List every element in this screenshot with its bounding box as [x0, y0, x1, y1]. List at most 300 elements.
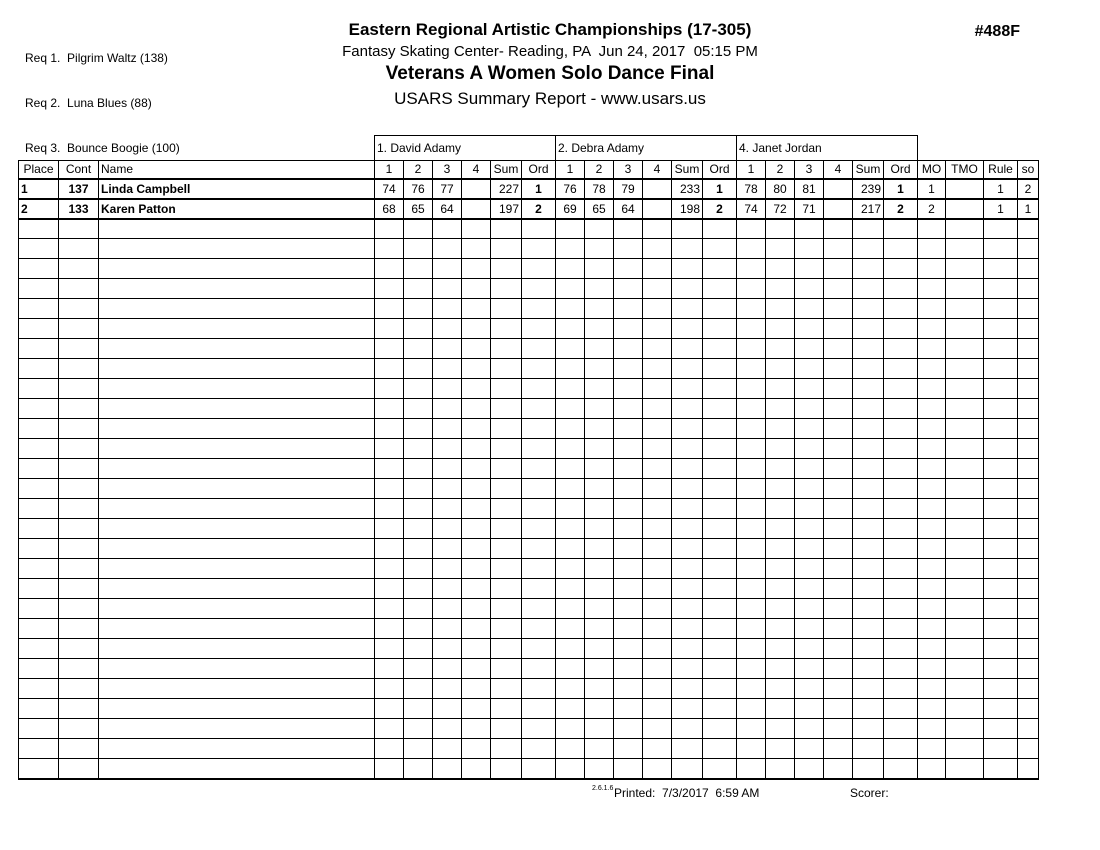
empty-cell	[59, 379, 99, 399]
judge-name-cell: 2. Debra Adamy	[556, 136, 737, 161]
empty-cell	[795, 239, 824, 259]
empty-cell	[614, 679, 643, 699]
empty-cell	[737, 339, 766, 359]
empty-cell	[795, 379, 824, 399]
empty-cell	[824, 299, 853, 319]
empty-row	[19, 239, 1039, 259]
empty-cell	[99, 559, 375, 579]
empty-cell	[703, 479, 737, 499]
empty-cell	[643, 519, 672, 539]
empty-cell	[737, 299, 766, 319]
spacer-cell	[19, 136, 375, 161]
empty-cell	[643, 219, 672, 239]
empty-cell	[556, 299, 585, 319]
empty-cell	[404, 239, 433, 259]
empty-cell	[884, 519, 918, 539]
empty-cell	[404, 679, 433, 699]
empty-cell	[522, 519, 556, 539]
empty-cell	[946, 219, 984, 239]
empty-cell	[1018, 719, 1039, 739]
empty-cell	[824, 319, 853, 339]
empty-cell	[766, 579, 795, 599]
empty-cell	[643, 499, 672, 519]
empty-cell	[614, 319, 643, 339]
empty-cell	[766, 459, 795, 479]
empty-cell	[375, 559, 404, 579]
empty-cell	[766, 439, 795, 459]
empty-cell	[99, 259, 375, 279]
empty-cell	[795, 479, 824, 499]
empty-row	[19, 699, 1039, 719]
empty-cell	[433, 319, 462, 339]
empty-cell	[737, 519, 766, 539]
empty-cell	[884, 719, 918, 739]
empty-cell	[99, 239, 375, 259]
empty-cell	[585, 719, 614, 739]
empty-cell	[462, 639, 491, 659]
empty-cell	[404, 379, 433, 399]
empty-cell	[99, 519, 375, 539]
empty-cell	[946, 659, 984, 679]
empty-cell	[1018, 639, 1039, 659]
mark-cell: 72	[766, 199, 795, 219]
mark-cell: 74	[737, 199, 766, 219]
empty-cell	[672, 599, 703, 619]
empty-cell	[375, 659, 404, 679]
empty-cell	[853, 739, 884, 759]
empty-cell	[404, 579, 433, 599]
empty-cell	[491, 599, 522, 619]
empty-cell	[946, 739, 984, 759]
empty-cell	[946, 399, 984, 419]
empty-cell	[19, 559, 59, 579]
spacer-cell	[918, 136, 1039, 161]
empty-row	[19, 259, 1039, 279]
empty-cell	[462, 619, 491, 639]
championship-title: Eastern Regional Artistic Championships (17-305)	[348, 20, 752, 39]
skater-row	[19, 179, 1039, 199]
empty-cell	[703, 639, 737, 659]
empty-cell	[462, 519, 491, 539]
sum-cell: 198	[672, 199, 703, 219]
empty-cell	[703, 299, 737, 319]
empty-cell	[1018, 739, 1039, 759]
column-header-cell: Rule	[984, 161, 1018, 179]
empty-cell	[404, 659, 433, 679]
empty-cell	[643, 439, 672, 459]
empty-cell	[491, 339, 522, 359]
empty-cell	[672, 439, 703, 459]
empty-cell	[643, 379, 672, 399]
empty-cell	[703, 659, 737, 679]
empty-cell	[918, 619, 946, 639]
empty-cell	[884, 499, 918, 519]
empty-cell	[614, 659, 643, 679]
empty-cell	[462, 439, 491, 459]
empty-cell	[795, 659, 824, 679]
empty-cell	[946, 759, 984, 779]
empty-cell	[884, 479, 918, 499]
mark-cell: 74	[375, 179, 404, 199]
empty-cell	[404, 339, 433, 359]
empty-cell	[522, 239, 556, 259]
empty-cell	[946, 439, 984, 459]
empty-cell	[59, 619, 99, 639]
empty-cell	[99, 279, 375, 299]
empty-cell	[766, 419, 795, 439]
ordinal-cell: 2	[522, 199, 556, 219]
empty-cell	[643, 479, 672, 499]
empty-cell	[19, 219, 59, 239]
empty-cell	[795, 359, 824, 379]
mark-cell: 65	[585, 199, 614, 219]
empty-cell	[884, 459, 918, 479]
empty-cell	[614, 219, 643, 239]
empty-cell	[703, 579, 737, 599]
empty-cell	[556, 679, 585, 699]
empty-cell	[59, 419, 99, 439]
empty-cell	[99, 539, 375, 559]
empty-cell	[19, 359, 59, 379]
empty-cell	[703, 499, 737, 519]
empty-cell	[59, 399, 99, 419]
empty-cell	[984, 319, 1018, 339]
empty-cell	[491, 519, 522, 539]
empty-cell	[491, 219, 522, 239]
mark-cell	[462, 179, 491, 199]
empty-cell	[737, 539, 766, 559]
empty-cell	[984, 559, 1018, 579]
empty-cell	[795, 319, 824, 339]
empty-cell	[737, 499, 766, 519]
empty-cell	[375, 459, 404, 479]
empty-cell	[984, 239, 1018, 259]
mark-cell: 76	[404, 179, 433, 199]
empty-row	[19, 339, 1039, 359]
empty-cell	[766, 659, 795, 679]
empty-cell	[614, 259, 643, 279]
empty-cell	[99, 579, 375, 599]
empty-cell	[824, 359, 853, 379]
empty-cell	[404, 699, 433, 719]
empty-cell	[462, 299, 491, 319]
empty-cell	[433, 539, 462, 559]
empty-cell	[491, 319, 522, 339]
empty-cell	[737, 459, 766, 479]
empty-cell	[853, 259, 884, 279]
empty-cell	[404, 299, 433, 319]
empty-cell	[522, 599, 556, 619]
empty-cell	[491, 739, 522, 759]
empty-cell	[643, 299, 672, 319]
empty-cell	[1018, 259, 1039, 279]
empty-cell	[853, 419, 884, 439]
empty-cell	[1018, 319, 1039, 339]
empty-cell	[99, 659, 375, 679]
empty-cell	[19, 319, 59, 339]
empty-cell	[766, 719, 795, 739]
empty-cell	[946, 619, 984, 639]
empty-cell	[946, 359, 984, 379]
empty-cell	[99, 759, 375, 779]
empty-cell	[703, 359, 737, 379]
empty-cell	[884, 659, 918, 679]
empty-cell	[59, 359, 99, 379]
empty-cell	[585, 439, 614, 459]
column-header-cell: 4	[462, 161, 491, 179]
empty-cell	[946, 539, 984, 559]
empty-cell	[918, 339, 946, 359]
empty-cell	[59, 499, 99, 519]
empty-cell	[433, 699, 462, 719]
empty-cell	[1018, 479, 1039, 499]
empty-cell	[375, 319, 404, 339]
empty-cell	[853, 239, 884, 259]
empty-cell	[59, 459, 99, 479]
empty-cell	[19, 299, 59, 319]
empty-cell	[614, 639, 643, 659]
empty-row	[19, 759, 1039, 779]
empty-cell	[918, 499, 946, 519]
empty-cell	[984, 419, 1018, 439]
empty-cell	[643, 279, 672, 299]
empty-cell	[737, 679, 766, 699]
empty-cell	[59, 519, 99, 539]
empty-cell	[884, 379, 918, 399]
empty-cell	[672, 399, 703, 419]
empty-cell	[918, 479, 946, 499]
ordinal-cell: 1	[522, 179, 556, 199]
printed-timestamp: Printed: 7/3/2017 6:59 AM	[614, 786, 760, 800]
requirement-line-1: Req 1. Pilgrim Waltz (138)	[25, 51, 168, 65]
empty-cell	[795, 719, 824, 739]
empty-cell	[946, 699, 984, 719]
empty-cell	[984, 359, 1018, 379]
empty-cell	[522, 359, 556, 379]
empty-cell	[703, 599, 737, 619]
empty-cell	[824, 399, 853, 419]
empty-cell	[918, 579, 946, 599]
empty-cell	[19, 399, 59, 419]
mark-cell	[462, 199, 491, 219]
empty-cell	[672, 559, 703, 579]
empty-cell	[853, 619, 884, 639]
empty-cell	[522, 319, 556, 339]
empty-cell	[795, 399, 824, 419]
empty-cell	[99, 299, 375, 319]
empty-cell	[946, 339, 984, 359]
empty-cell	[853, 379, 884, 399]
empty-cell	[556, 619, 585, 639]
majority-ordinal-cell: 2	[918, 199, 946, 219]
empty-cell	[375, 699, 404, 719]
column-header-cell: Sum	[853, 161, 884, 179]
empty-cell	[614, 619, 643, 639]
empty-cell	[853, 399, 884, 419]
column-header-cell: Ord	[884, 161, 918, 179]
empty-cell	[737, 319, 766, 339]
empty-cell	[984, 379, 1018, 399]
empty-cell	[404, 399, 433, 419]
rule-cell: 1	[984, 199, 1018, 219]
empty-cell	[585, 479, 614, 499]
empty-cell	[703, 519, 737, 539]
empty-cell	[433, 419, 462, 439]
empty-cell	[795, 339, 824, 359]
empty-cell	[1018, 679, 1039, 699]
empty-cell	[522, 579, 556, 599]
column-header-row	[19, 161, 1039, 179]
empty-cell	[375, 299, 404, 319]
empty-cell	[946, 499, 984, 519]
empty-cell	[643, 619, 672, 639]
empty-cell	[824, 739, 853, 759]
empty-cell	[672, 519, 703, 539]
empty-cell	[737, 239, 766, 259]
empty-cell	[375, 339, 404, 359]
empty-cell	[491, 499, 522, 519]
place-cell: 2	[19, 199, 59, 219]
column-header-cell: Ord	[522, 161, 556, 179]
empty-cell	[59, 219, 99, 239]
empty-cell	[984, 639, 1018, 659]
empty-cell	[766, 559, 795, 579]
empty-cell	[585, 399, 614, 419]
empty-cell	[491, 359, 522, 379]
empty-cell	[984, 759, 1018, 779]
empty-cell	[984, 259, 1018, 279]
empty-cell	[824, 519, 853, 539]
empty-cell	[522, 679, 556, 699]
empty-cell	[99, 379, 375, 399]
empty-cell	[404, 359, 433, 379]
empty-cell	[918, 299, 946, 319]
empty-cell	[433, 659, 462, 679]
ordinal-cell: 1	[884, 179, 918, 199]
empty-cell	[491, 239, 522, 259]
column-header-cell: Place	[19, 161, 59, 179]
empty-cell	[614, 399, 643, 419]
empty-cell	[59, 699, 99, 719]
empty-cell	[643, 259, 672, 279]
empty-cell	[643, 719, 672, 739]
empty-cell	[556, 359, 585, 379]
empty-cell	[375, 579, 404, 599]
empty-cell	[556, 639, 585, 659]
empty-row	[19, 659, 1039, 679]
empty-cell	[737, 699, 766, 719]
empty-cell	[795, 539, 824, 559]
empty-cell	[614, 419, 643, 439]
sum-ordinals-cell: 2	[1018, 179, 1039, 199]
empty-cell	[737, 759, 766, 779]
empty-cell	[703, 559, 737, 579]
empty-cell	[984, 339, 1018, 359]
column-header-cell: 3	[795, 161, 824, 179]
empty-cell	[614, 539, 643, 559]
empty-cell	[946, 299, 984, 319]
empty-cell	[585, 739, 614, 759]
empty-cell	[946, 479, 984, 499]
empty-cell	[918, 659, 946, 679]
empty-cell	[19, 539, 59, 559]
empty-cell	[1018, 439, 1039, 459]
requirement-line-3: Req 3. Bounce Boogie (100)	[25, 141, 180, 155]
empty-cell	[795, 739, 824, 759]
empty-cell	[984, 739, 1018, 759]
empty-cell	[614, 459, 643, 479]
empty-cell	[556, 759, 585, 779]
empty-cell	[703, 619, 737, 639]
empty-cell	[946, 599, 984, 619]
empty-cell	[99, 399, 375, 419]
empty-cell	[766, 699, 795, 719]
empty-cell	[585, 499, 614, 519]
empty-cell	[462, 259, 491, 279]
mark-cell: 78	[737, 179, 766, 199]
empty-cell	[918, 259, 946, 279]
empty-cell	[462, 339, 491, 359]
sum-cell: 217	[853, 199, 884, 219]
empty-cell	[99, 459, 375, 479]
empty-cell	[1018, 219, 1039, 239]
empty-cell	[946, 379, 984, 399]
empty-cell	[433, 579, 462, 599]
empty-cell	[375, 379, 404, 399]
empty-cell	[737, 379, 766, 399]
venue-date-line: Fantasy Skating Center- Reading, PA Jun 24, 2017 05:15 PM	[342, 43, 758, 60]
empty-cell	[462, 239, 491, 259]
empty-cell	[19, 599, 59, 619]
empty-cell	[703, 679, 737, 699]
column-header-cell: 1	[375, 161, 404, 179]
empty-cell	[1018, 339, 1039, 359]
empty-cell	[1018, 279, 1039, 299]
empty-cell	[585, 339, 614, 359]
empty-row	[19, 399, 1039, 419]
empty-row	[19, 739, 1039, 759]
empty-cell	[491, 559, 522, 579]
empty-cell	[99, 359, 375, 379]
empty-cell	[918, 599, 946, 619]
empty-row	[19, 359, 1039, 379]
empty-cell	[59, 579, 99, 599]
empty-cell	[19, 739, 59, 759]
empty-cell	[99, 739, 375, 759]
empty-cell	[614, 299, 643, 319]
empty-cell	[853, 499, 884, 519]
score-table-container	[18, 135, 1039, 780]
empty-cell	[375, 539, 404, 559]
column-header-cell: MO	[918, 161, 946, 179]
empty-cell	[556, 699, 585, 719]
empty-cell	[462, 699, 491, 719]
empty-cell	[585, 559, 614, 579]
empty-cell	[672, 259, 703, 279]
empty-cell	[918, 219, 946, 239]
empty-cell	[737, 419, 766, 439]
report-number: #488F	[974, 23, 1020, 40]
contestant-number-cell: 133	[59, 199, 99, 219]
empty-cell	[884, 439, 918, 459]
empty-cell	[59, 559, 99, 579]
empty-cell	[884, 619, 918, 639]
empty-cell	[766, 619, 795, 639]
empty-cell	[884, 279, 918, 299]
empty-cell	[491, 679, 522, 699]
empty-cell	[99, 479, 375, 499]
empty-row	[19, 579, 1039, 599]
